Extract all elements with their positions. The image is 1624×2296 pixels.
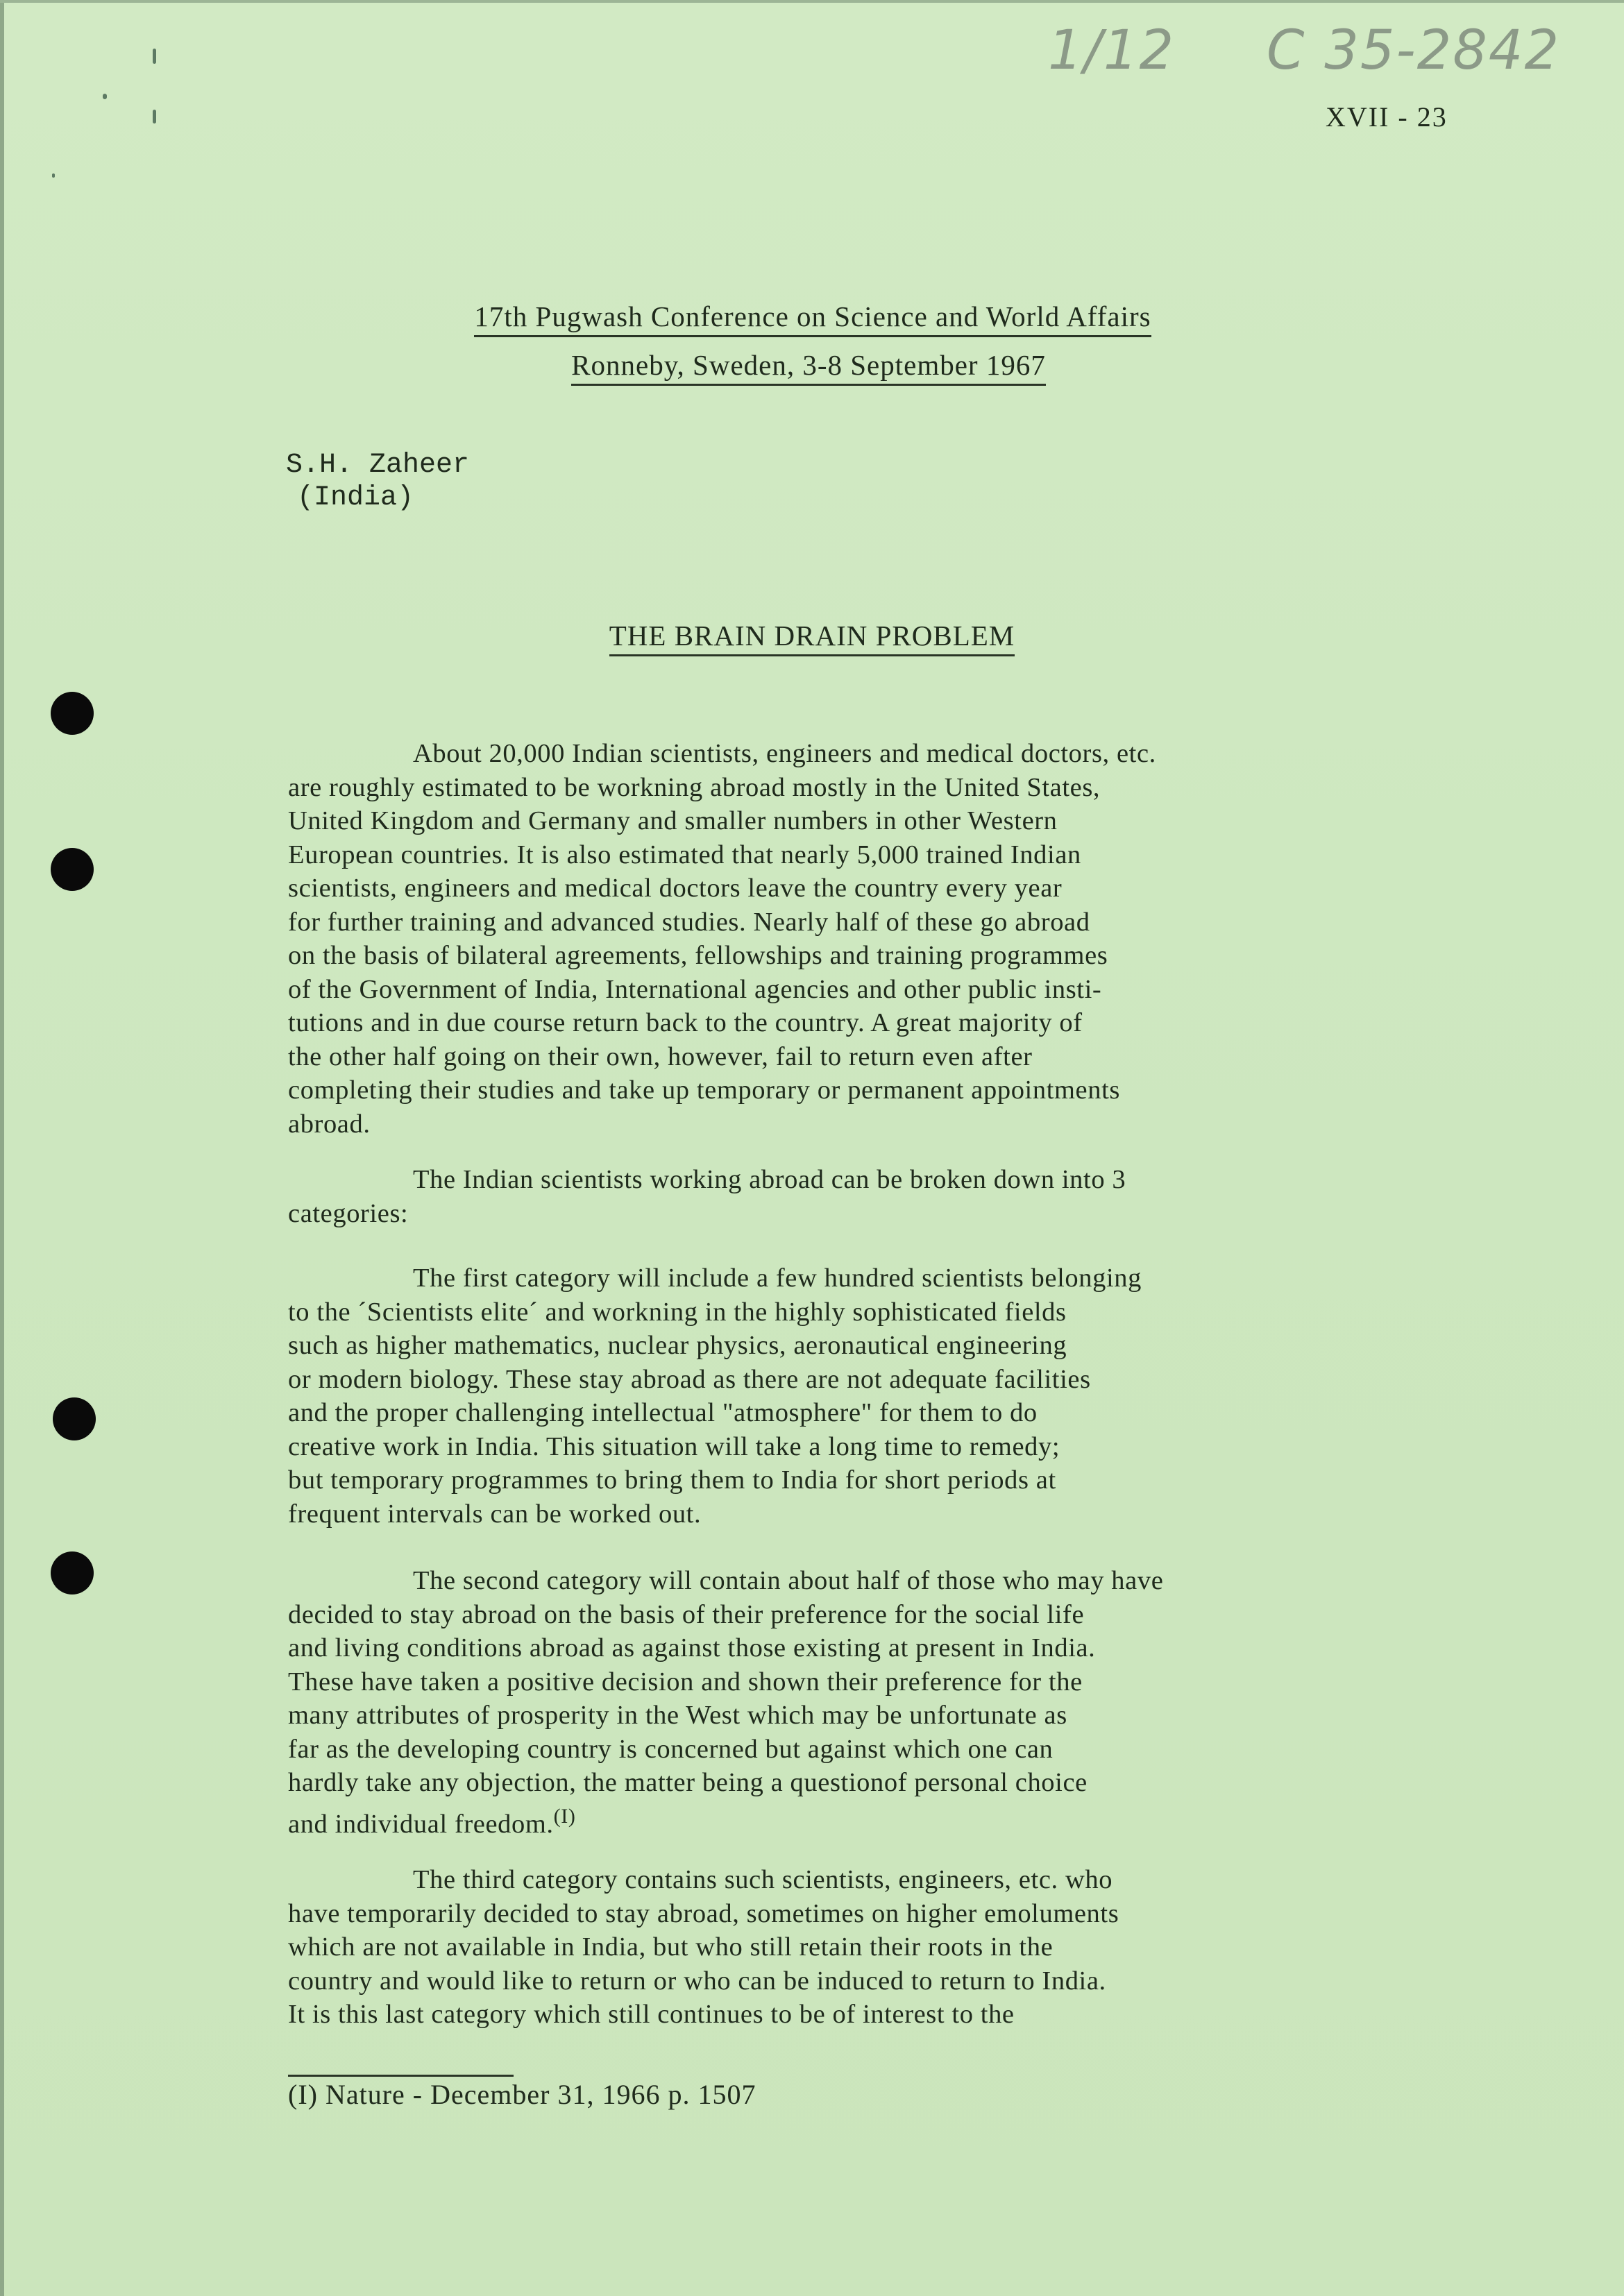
paragraph-line: The third category contains such scientists, engineers, etc. who bbox=[413, 1865, 1113, 1894]
handwritten-note-right: C 35-2842 bbox=[1267, 19, 1561, 82]
paragraph-line: for further training and advanced studies. Nearly half of these go abroad bbox=[288, 907, 1090, 937]
page-edge-top bbox=[0, 0, 1624, 3]
footnote-marker: (I) bbox=[553, 1804, 576, 1828]
paragraph-line: creative work in India. This situation will take a long time to remedy; bbox=[288, 1431, 1060, 1461]
paragraph-line: decided to stay abroad on the basis of their preference for the social life bbox=[288, 1599, 1085, 1629]
punch-hole bbox=[53, 1397, 96, 1440]
document-title-text: THE BRAIN DRAIN PROBLEM bbox=[609, 620, 1015, 656]
paragraph-line: country and would like to return or who can be induced to return to India. bbox=[288, 1966, 1106, 1996]
punch-hole bbox=[51, 848, 94, 891]
footnote-divider bbox=[288, 2075, 514, 2077]
paper-speck bbox=[153, 49, 156, 64]
punch-hole bbox=[51, 1551, 94, 1595]
paragraph-2 bbox=[288, 1163, 1537, 1230]
paragraph-line: abroad. bbox=[288, 1109, 371, 1139]
punch-hole bbox=[51, 692, 94, 735]
footnote: (I) Nature - December 31, 1966 p. 1507 bbox=[288, 2079, 756, 2110]
paragraph-line: and the proper challenging intellectual "atmosphere" for them to do bbox=[288, 1398, 1038, 1427]
paragraph-line: many attributes of prosperity in the West which may be unfortunate as bbox=[288, 1701, 1067, 1730]
paragraph-line: such as higher mathematics, nuclear physics, aeronautical engineering bbox=[288, 1331, 1067, 1360]
page-edge-left bbox=[0, 0, 4, 2296]
conference-title bbox=[1, 300, 1624, 333]
paragraph-line: have temporarily decided to stay abroad, sometimes on higher emoluments bbox=[288, 1898, 1119, 1928]
paragraph-line: About 20,000 Indian scientists, engineers and medical doctors, etc. bbox=[413, 739, 1156, 768]
paragraph-line: tutions and in due course return back to the country. A great majority of bbox=[288, 1008, 1083, 1037]
paragraph-line: These have taken a positive decision and shown their preference for the bbox=[288, 1667, 1083, 1697]
paragraph-5 bbox=[288, 1863, 1537, 2032]
paragraph-line: completing their studies and take up temporary or permanent appointments bbox=[288, 1075, 1120, 1105]
paragraph-line: European countries. It is also estimated that nearly 5,000 trained Indian bbox=[288, 840, 1081, 869]
paragraph-line: to the ´Scientists elite´ and workning in the highly sophisticated fields bbox=[288, 1297, 1067, 1327]
paragraph-line: The first category will include a few hundred scientists belonging bbox=[413, 1264, 1142, 1293]
paper-speck bbox=[52, 173, 55, 178]
paper-speck bbox=[153, 110, 156, 124]
conference-title-text: 17th Pugwash Conference on Science and World Affairs bbox=[474, 300, 1151, 337]
paragraph-line: frequent intervals can be worked out. bbox=[288, 1499, 702, 1529]
conference-place-date-text: Ronneby, Sweden, 3-8 September 1967 bbox=[571, 349, 1046, 386]
paragraph-line: and living conditions abroad as against those existing at present in India. bbox=[288, 1633, 1096, 1663]
paragraph-line: The Indian scientists working abroad can be broken down into 3 bbox=[413, 1165, 1126, 1194]
paragraph-line-text: and individual freedom. bbox=[288, 1809, 554, 1839]
document-reference: XVII - 23 bbox=[1326, 101, 1448, 133]
paragraph-3 bbox=[288, 1261, 1537, 1531]
paragraph-4 bbox=[288, 1564, 1537, 1841]
paper-speck bbox=[103, 94, 107, 99]
paragraph-line: It is this last category which still continues to be of interest to the bbox=[288, 2000, 1015, 2029]
paragraph-line: which are not available in India, but who still retain their roots in the bbox=[288, 1932, 1054, 1962]
paragraph-line: categories: bbox=[288, 1198, 409, 1228]
paragraph-line: far as the developing country is concerned but against which one can bbox=[288, 1734, 1054, 1764]
paragraph-line: but temporary programmes to bring them to India for short periods at bbox=[288, 1465, 1056, 1495]
handwritten-note-left: 1/12 bbox=[1048, 19, 1176, 82]
author-country: (India) bbox=[297, 482, 414, 513]
paragraph-line: United Kingdom and Germany and smaller numbers in other Western bbox=[288, 806, 1058, 835]
paragraph-1 bbox=[288, 737, 1537, 1141]
paragraph-line: the other half going on their own, however, fail to return even after bbox=[288, 1041, 1033, 1071]
paragraph-line: are roughly estimated to be workning abroad mostly in the United States, bbox=[288, 772, 1101, 802]
paragraph-line: on the basis of bilateral agreements, fellowships and training programmes bbox=[288, 941, 1108, 970]
paragraph-line: hardly take any objection, the matter being a questionof personal choice bbox=[288, 1768, 1088, 1797]
paragraph-line: or modern biology. These stay abroad as there are not adequate facilities bbox=[288, 1364, 1091, 1394]
paragraph-line: of the Government of India, International agencies and other public insti- bbox=[288, 974, 1102, 1004]
paragraph-line: The second category will contain about half of those who may have bbox=[413, 1566, 1164, 1595]
document-title bbox=[0, 619, 1624, 652]
conference-place-date bbox=[0, 348, 1621, 382]
paragraph-line: scientists, engineers and medical doctors leave the country every year bbox=[288, 874, 1063, 903]
paragraph-line-with-footnote bbox=[288, 1800, 1537, 1842]
author-name: S.H. Zaheer bbox=[286, 450, 470, 481]
